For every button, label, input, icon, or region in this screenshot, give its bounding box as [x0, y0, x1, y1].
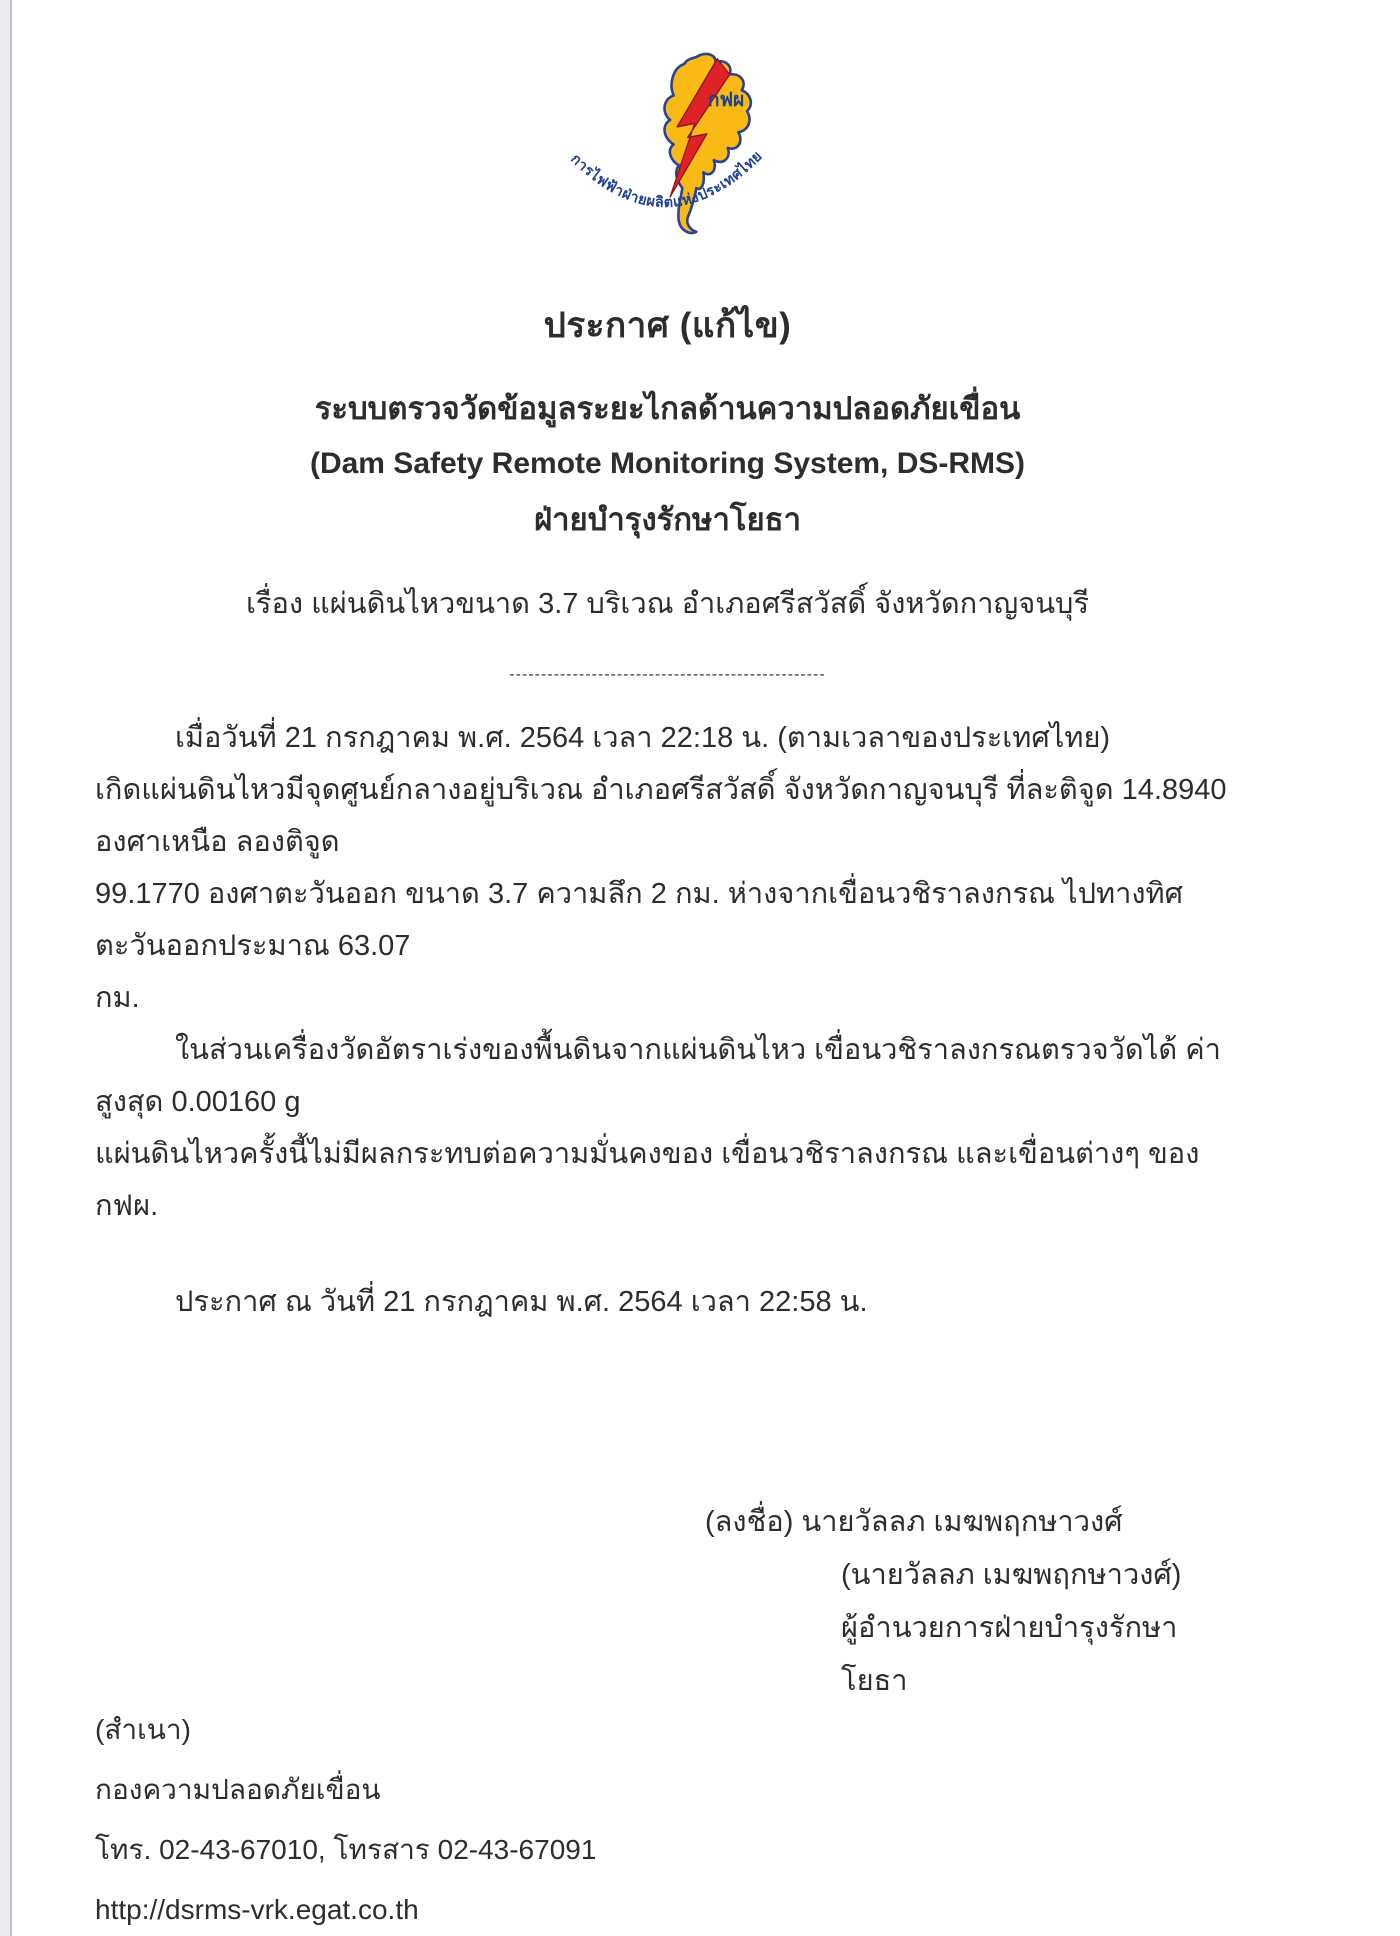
subject-line: เรื่อง แผ่นดินไหวขนาด 3.7 บริเวณ อำเภอศรีสวัสดิ์ จังหวัดกาญจนบุรี	[245, 588, 1090, 620]
egat-curved-name	[567, 148, 766, 211]
department-name: ฝ่ายบำรุงรักษาโยธา	[533, 502, 801, 537]
signature-block	[705, 1496, 1240, 1708]
paragraph1-line: กม.	[95, 982, 140, 1014]
system-name-english: (Dam Safety Remote Monitoring System, DS-RMS)	[309, 447, 1026, 480]
signer-name-line: (นายวัลลภ เมฆพฤกษาวงศ์)	[841, 1559, 1182, 1591]
paragraph1-line: 99.1770 องศาตะวันออก ขนาด 3.7 ความลึก 2 กม. ห่างจากเขื่อนวชิราลงกรณ ไปทางทิศตะวันออกประมาณ 63.07	[95, 878, 1184, 962]
copy-label: (สำเนา)	[95, 1714, 191, 1745]
paragraph1-line: เกิดแผ่นดินไหวมีจุดศูนย์กลางอยู่บริเวณ อำเภอศรีสวัสดิ์ จังหวัดกาญจนบุรี ที่ละติจูด 14.8940 องศาเหนือ ลองติจูด	[95, 774, 1227, 858]
paragraph1-line: เมื่อวันที่ 21 กรกฎาคม พ.ศ. 2564 เวลา 22:18 น. (ตามเวลาของประเทศไทย)	[175, 722, 1111, 754]
egat-abbreviation-text: กฟผ	[707, 89, 745, 111]
paragraph2-line: ในส่วนเครื่องวัดอัตราเร่งของพื้นดินจากแผ่นดินไหว เขื่อนวชิราลงกรณตรวจวัดได้ ค่าสูงสุด 0.00160 g	[95, 1034, 1221, 1118]
announcement-date-line: ประกาศ ณ วันที่ 21 กรกฎาคม พ.ศ. 2564 เวลา 22:58 น.	[175, 1286, 868, 1318]
website-url: http://dsrms-vrk.egat.co.th	[95, 1894, 419, 1925]
page-edge-strip	[0, 0, 12, 1936]
footer-block	[95, 1700, 596, 1936]
egat-logo	[560, 50, 775, 238]
document-content	[95, 0, 1240, 1708]
signed-by-line: (ลงชื่อ) นายวัลลภ เมฆพฤกษาวงศ์	[705, 1506, 1123, 1538]
egat-curved-name-path: การไฟฟ้าฝ่ายผลิตแห่งประเทศไทย	[567, 148, 766, 212]
egat-logo-icon	[560, 50, 775, 238]
system-name-thai: ระบบตรวจวัดข้อมูลระยะไกลด้านความปลอดภัยเขื่อน	[314, 391, 1021, 426]
body-text	[95, 712, 1240, 1232]
paragraph2-line: แผ่นดินไหวครั้งนี้ไม่มีผลกระทบต่อความมั่นคงของ เขื่อนวชิราลงกรณ และเขื่อนต่างๆ ของ กฟผ.	[95, 1138, 1200, 1222]
signer-title-line: ผู้อำนวยการฝ่ายบำรุงรักษาโยธา	[841, 1612, 1178, 1697]
phone-fax-line: โทร. 02-43-67010, โทรสาร 02-43-67091	[95, 1834, 597, 1865]
announcement-title: ประกาศ (แก้ไข)	[543, 306, 792, 345]
division-name: กองความปลอดภัยเขื่อน	[95, 1774, 381, 1805]
dashed-divider: --------------------------------------------------	[509, 666, 826, 683]
